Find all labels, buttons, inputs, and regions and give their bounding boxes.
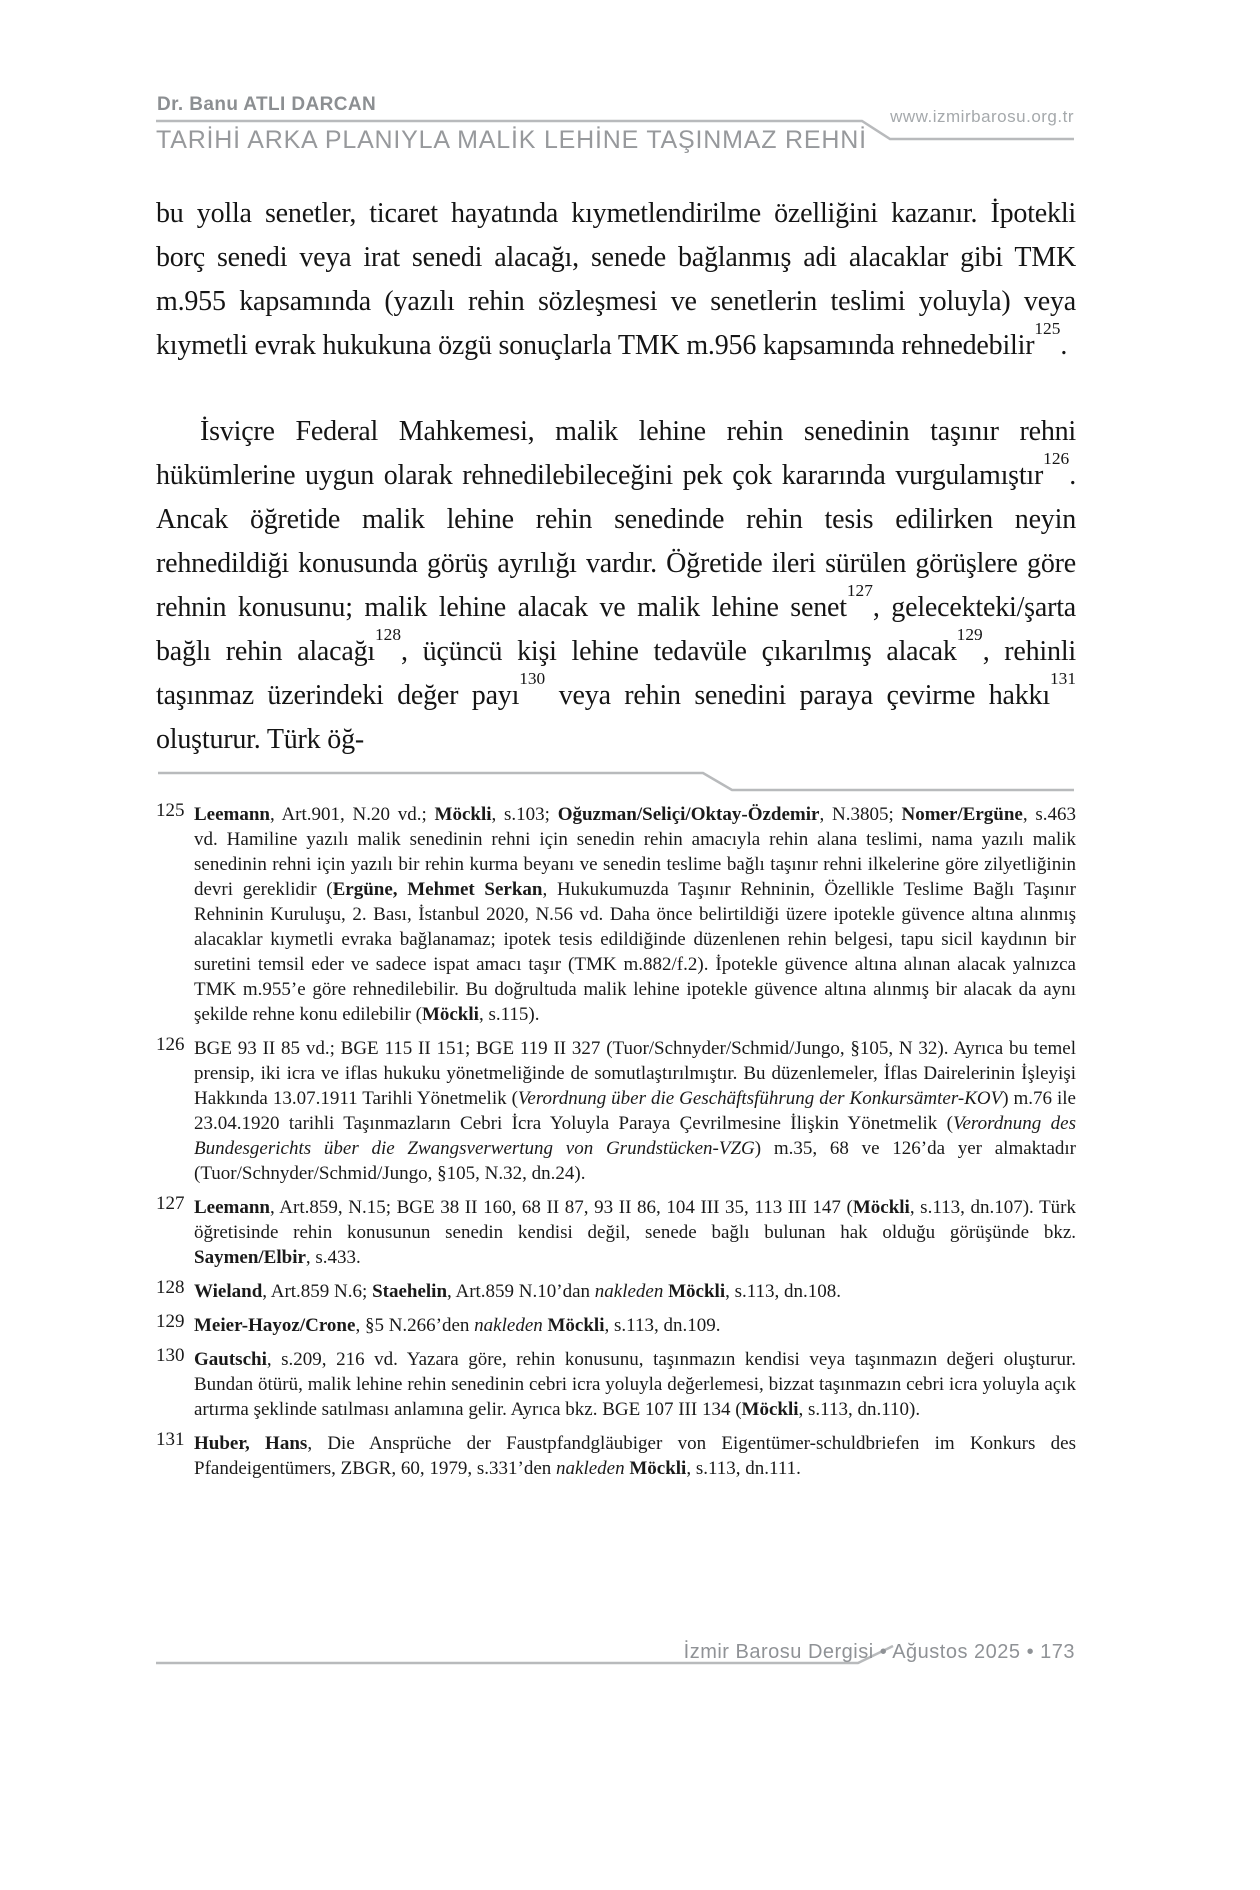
page-body — [156, 192, 1076, 1490]
footnote-number: 131 — [156, 1429, 185, 1450]
footnote-text: Leemann, Art.859, N.15; BGE 38 II 160, 68 II 87, 93 II 86, 104 III 35, 113 III 147 (Möckli, s.113, dn.107). Türk öğretisinde rehin konusunun senedin kendisi değil, senede bağlı bulunan hak olduğu görüşünde bkz. Saymen/Elbir, s.433. — [194, 1197, 1076, 1268]
footnote-number: 130 — [156, 1345, 185, 1366]
footnote-number: 128 — [156, 1277, 185, 1298]
footnote-127 — [156, 1195, 1076, 1270]
footnote-text: BGE 93 II 85 vd.; BGE 115 II 151; BGE 119 II 327 (Tuor/Schnyder/Schmid/Jungo, §105, N 32). Ayrıca bu temel prensip, iki icra ve iflas hukuku yönetmeliğinde de somutlaştırılmıştır. Bu düzenlemeler, İflas Dairelerinin İşleyişi Hakkında 13.07.1911 Tarihli Yönetmelik (Verordnung über die Geschäftsführung der Konkursämter-KOV) m.76 ile 23.04.1920 tarihli Taşınmazların Cebri İcra Yoluyla Paraya Çevrilmesine İlişkin Yönetmelik (Verordnung des Bundesgerichts über die Zwangsverwertung von Grundstücken-VZG) m.35, 68 ve 126’da yer almaktadır (Tuor/Schnyder/Schmid/Jungo, §105, N.32, dn.24). — [194, 1038, 1076, 1184]
footnote-number: 126 — [156, 1034, 185, 1055]
footnote-text: Meier-Hayoz/Crone, §5 N.266’den nakleden Möckli, s.113, dn.109. — [194, 1315, 721, 1336]
footnote-number: 127 — [156, 1193, 185, 1214]
footnote-125 — [156, 802, 1076, 1027]
footnote-text: Huber, Hans, Die Ansprüche der Faustpfandgläubiger von Eigentümer-schuldbriefen im Konkurs des Pfandeigentümers, ZBGR, 60, 1979, s.331’den nakleden Möckli, s.113, dn.111. — [194, 1433, 1077, 1479]
footnote-separator-rule — [156, 770, 1076, 792]
footnote-number: 125 — [156, 800, 185, 821]
footnote-text: Leemann, Art.901, N.20 vd.; Möckli, s.103; Oğuzman/Seliçi/Oktay-Özdemir, N.3805; Nomer/Ergüne, s.463 vd. Hamiline yazılı malik senedinin rehni için senedin rehin amacıyla rehin alana teslimi, nama yazılı malik senedinin rehni için yazılı bir rehin kurma beyanı ve senedin teslime bağlı taşınır rehni ilkelerine göre zilyetliğinin devri gereklidir (Ergüne, Mehmet Serkan, Hukukumuzda Taşınır Rehninin, Özellikle Teslime Bağlı Taşınır Rehninin Kuruluşu, 2. Bası, İstanbul 2020, N.56 vd. Daha önce belirtildiği üzere ipotekle güvence altına alınmış alacaklar kıymetli evraka bağlanamaz; ipotek tesis edildiğinde düzenlenen rehin belgesi, tapu sicil kaydının bir suretini temsil eder ve sadece ispat amacı taşır (TMK m.882/f.2). İpotekle güvence altına alınan alacak yalnızca TMK m.955’e göre rehnedilebilir. Bu doğrultuda malik lehine ipotekle güvence altına alınmış bir alacak da aynı şekilde rehne konu edilebilir (Möckli, s.115). — [194, 804, 1076, 1025]
footnote-130 — [156, 1347, 1076, 1422]
footnote-text: Wieland, Art.859 N.6; Staehelin, Art.859 N.10’dan nakleden Möckli, s.113, dn.108. — [194, 1281, 842, 1302]
body-paragraph-1: bu yolla senetler, ticaret hayatında kıymetlendirilme özelliğini kazanır. İpotekli borç senedi veya irat senedi alacağı, senede bağlanmış adi alacaklar gibi TMK m.955 kapsamında (yazılı rehin sözleşmesi ve senetlerin teslimi yoluyla) veya kıymetli evrak hukukuna özgü sonuçlarla TMK m.956 kapsamında rehnedebilir$^{125}$. — [156, 198, 1076, 361]
website-url: www.izmirbarosu.org.tr — [890, 107, 1074, 126]
footnote-128 — [156, 1279, 1076, 1304]
footnote-number: 129 — [156, 1311, 185, 1332]
footnotes-section — [156, 802, 1076, 1481]
journal-footer-line: İzmir Barosu Dergisi • Ağustos 2025 • 173 — [683, 1641, 1075, 1663]
author-name: Dr. Banu ATLI DARCAN — [157, 94, 377, 115]
footnote-126 — [156, 1036, 1076, 1186]
footnote-text: Gautschi, s.209, 216 vd. Yazara göre, rehin konusunu, taşınmazın kendisi veya taşınmazın değeri oluşturur. Bundan ötürü, malik lehine rehin senedinin cebri icra yoluyla değerlemesi, bizzat taşınmazın cebri icra yoluyla açık artırma şeklinde satılması anlamına gelir. Ayrıca bkz. BGE 107 III 134 (Möckli, s.113, dn.110). — [194, 1349, 1076, 1420]
body-paragraph-2: İsviçre Federal Mahkemesi, malik lehine rehin senedinin taşınır rehni hükümlerine uygun olarak rehnedilebileceğini pek çok kararında vurgulamıştır$^{126}$. Ancak öğretide malik lehine rehin senedinde rehin tesis edilirken neyin rehnedildiği konusunda görüş ayrılığı vardır. Öğretide ileri sürülen görüşlere göre rehnin konusunu; malik lehine alacak ve malik lehine senet$^{127}$, gelecekteki/şarta bağlı rehin alacağı$^{128}$, üçüncü kişi lehine tedavüle çıkarılmış alacak$^{129}$, rehinli taşınmaz üzerindeki değer payı$^{130}$ veya rehin senedini paraya çevirme hakkı$^{131}$ oluşturur. Türk öğ- — [156, 416, 1077, 755]
footnote-131 — [156, 1431, 1076, 1481]
document-title: TARİHİ ARKA PLANIYLA MALİK LEHİNE TAŞINMAZ REHNİ — [156, 126, 867, 154]
footnote-129 — [156, 1313, 1076, 1338]
